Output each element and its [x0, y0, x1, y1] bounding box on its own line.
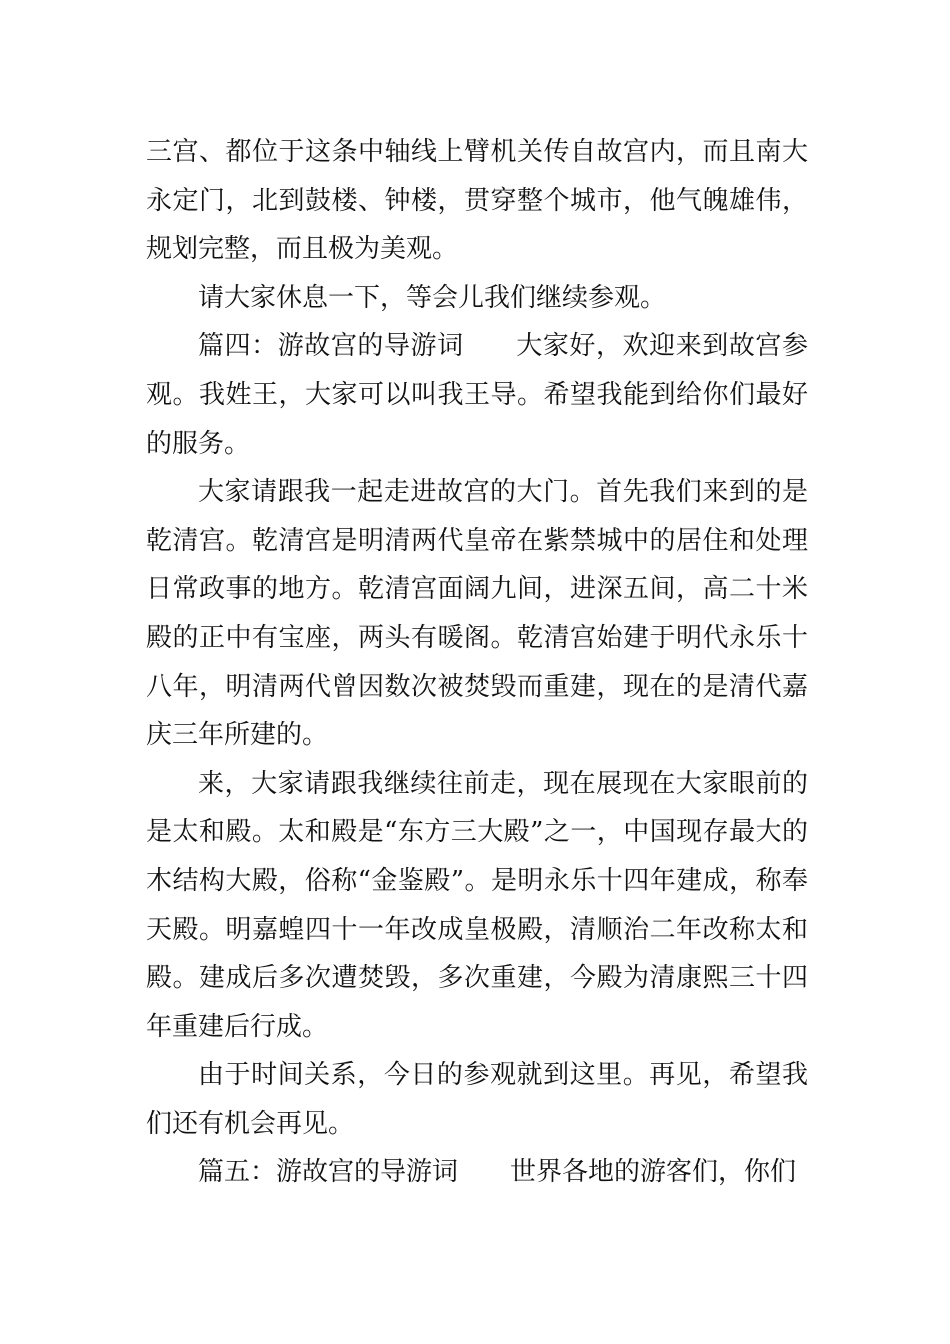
paragraph-text: 请大家休息一下，等会儿我们继续参观。 — [198, 282, 667, 313]
paragraph-text: 世界各地的游客们，你们 — [510, 1157, 797, 1188]
section-heading: 篇四：游故宫的导游词 — [198, 331, 464, 362]
paragraph-section-four — [146, 322, 808, 468]
paragraph-continued — [146, 128, 808, 274]
paragraph — [146, 760, 808, 1052]
paragraph — [146, 274, 808, 323]
paragraph-text: 大家好，欢迎来到故宫参观。我姓王，大家可以叫我王导。希望我能到给你们最好的服务。 — [146, 331, 808, 459]
document-body — [146, 128, 808, 1197]
paragraph-text: 由于时间关系，今日的参观就到这里。再见，希望我们还有机会再见。 — [146, 1060, 808, 1139]
paragraph — [146, 468, 808, 760]
paragraph-text: 大家请跟我一起走进故宫的大门。首先我们来到的是乾清宫。乾清宫是明清两代皇帝在紫禁城中的居住和处理日常政事的地方。乾清宫面阔九间，进深五间，高二十米殿的正中有宝座，两头有暖阁。乾清宫始建于明代永乐十八年，明清两代曾因数次被焚毁而重建，现在的是清代嘉庆三年所建的。 — [146, 477, 808, 751]
paragraph-section-five — [146, 1148, 808, 1197]
paragraph-text: 来，大家请跟我继续往前走，现在展现在大家眼前的是太和殿。太和殿是“东方三大殿”之一，中国现存最大的木结构大殿，俗称“金鉴殿”。是明永乐十四年建成，称奉天殿。明嘉蝗四十一年改成皇极殿，清顺治二年改称太和殿。建成后多次遭焚毁，多次重建，今殿为清康熙三十四年重建后行成。 — [146, 768, 808, 1042]
paragraph — [146, 1051, 808, 1148]
section-heading: 篇五：游故宫的导游词 — [198, 1157, 459, 1188]
paragraph-text: 三宫、都位于这条中轴线上臂机关传自故宫内，而且南大永定门，北到鼓楼、钟楼，贯穿整个城市，他气魄雄伟，规划完整，而且极为美观。 — [146, 137, 808, 265]
